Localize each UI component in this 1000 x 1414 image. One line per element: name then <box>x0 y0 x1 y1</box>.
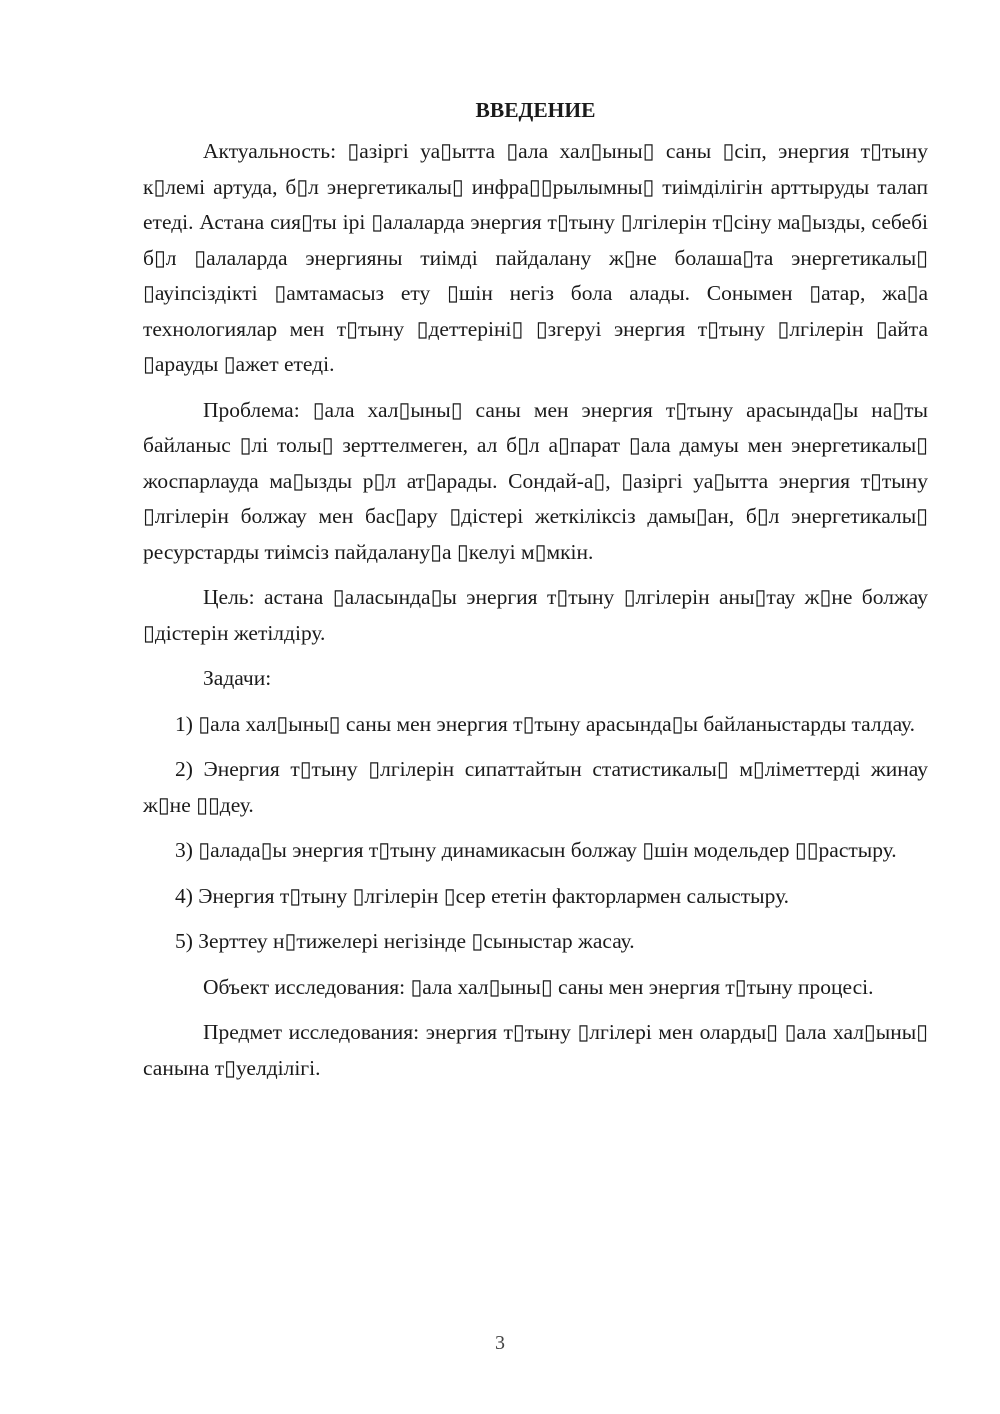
task-item-1: 1) ▯ала хал▯ыны▯ саны мен энергия т▯тыну арасында▯ы байланыстарды талдау. <box>175 711 915 736</box>
tasks-label: Задачи: <box>203 666 272 690</box>
paragraph-problem: Проблема: ▯ала хал▯ыны▯ саны мен энергия т▯тыну арасында▯ы на▯ты байланыс ▯лі толы▯ зерттелмеген, ал б▯л а▯парат ▯ала дамуы мен энергетикалы▯ жоспарлауда ма▯ызды р▯л ат▯арады. Сондай-а▯, ▯азіргі уа▯ытта энергия т▯тыну ▯лгілерін болжау мен бас▯ару ▯дістері жеткіліксіз дамы▯ан, б▯л энергетикалы▯ ресурстарды тиімсіз пайдалану▯а ▯келуі м▯мкін. <box>143 397 928 564</box>
page-number: 3 <box>495 1332 505 1354</box>
paragraph-goal: Цель: астана ▯аласында▯ы энергия т▯тыну ▯лгілерін аны▯тау ж▯не болжау ▯дістерін жетілдіру. <box>143 585 928 645</box>
task-item-3: 3) ▯алада▯ы энергия т▯тыну динамикасын болжау ▯шін модельдер ▯▯растыру. <box>175 838 897 862</box>
task-item-5: 5) Зерттеу н▯тижелері негізінде ▯сыныстар жасау. <box>175 929 635 953</box>
page-title: ВВЕДЕНИЕ <box>475 98 596 122</box>
document-page <box>143 92 928 1096</box>
paragraph-relevance: Актуальность: ▯азіргі уа▯ытта ▯ала хал▯ыны▯ саны ▯сіп, энергия т▯тыну к▯лемі артуда, б▯л энергетикалы▯ инфра▯▯рылымны▯ тиімділігін арттыруды талап етеді. Астана сия▯ты ірі ▯алаларда энергия т▯тыну ▯лгілерін т▯сіну ма▯ызды, себебі б▯л ▯алаларда энергияны тиімді пайдалану ж▯не болаша▯та энергетикалы▯ ▯ауіпсіздікті ▯амтамасыз ету ▯шін негіз бола алады. Сонымен ▯атар, жа▯а технологиялар мен т▯тыну ▯деттеріні▯ ▯згеруі энергия т▯тыну ▯лгілерін ▯айта ▯арауды ▯ажет етеді. <box>143 139 928 376</box>
paragraph-subject: Предмет исследования: энергия т▯тыну ▯лгілері мен оларды▯ ▯ала хал▯ыны▯ санына т▯уелділігі. <box>143 1020 928 1080</box>
task-item-2: 2) Энергия т▯тыну ▯лгілерін сипаттайтын статистикалы▯ м▯ліметтерді жинау ж▯не ▯▯деу. <box>143 757 928 817</box>
task-item-4: 4) Энергия т▯тыну ▯лгілерін ▯сер ететін факторлармен салыстыру. <box>175 883 790 908</box>
paragraph-object: Объект исследования: ▯ала хал▯ыны▯ саны мен энергия т▯тыну процесі. <box>203 974 874 999</box>
